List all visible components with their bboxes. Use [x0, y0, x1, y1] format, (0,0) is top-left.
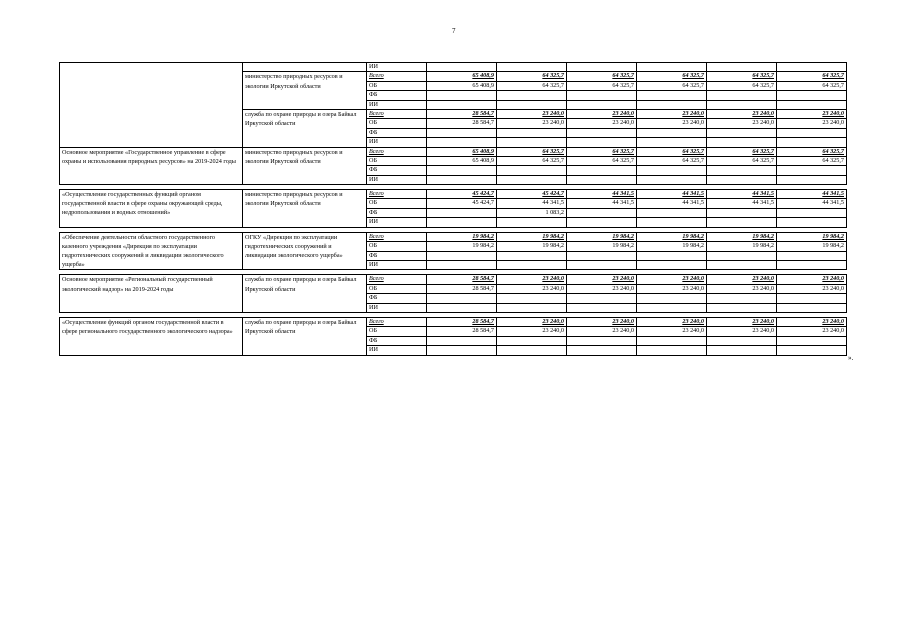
fund-code: ИИ	[367, 346, 427, 355]
measure-name-cell: «Осуществление государственных функций органом государственной власти в сфере охраны окружающей среды, недропользования и водных отношений»	[60, 190, 243, 228]
fund-code: ОБ	[367, 199, 427, 208]
measure-name-cell: «Обеспечение деятельности областного государственного казенного учреждения «Дирекция по эксплуатации гидротехнических сооружений и ликвидации экологического ущерба»	[60, 232, 243, 270]
executor-cell: ОГКУ «Дирекция по эксплуатации гидротехнических сооружений и ликвидации экологического ущерба»	[243, 232, 367, 270]
value-cell	[777, 208, 847, 217]
value-cell: 23 240,0	[777, 327, 847, 336]
fund-code: ФБ	[367, 336, 427, 345]
fund-code: ОБ	[367, 81, 427, 90]
fund-code: ФБ	[367, 128, 427, 137]
value-cell: 64 325,7	[567, 156, 637, 165]
fund-code: ОБ	[367, 327, 427, 336]
value-cell: 19 984,2	[637, 232, 707, 241]
executor-cell: министерство природных ресурсов и экологии Иркутской области	[243, 72, 367, 110]
value-cell: 44 341,5	[637, 199, 707, 208]
value-cell: 23 240,0	[777, 284, 847, 293]
value-cell: 23 240,0	[707, 119, 777, 128]
value-cell: 19 984,2	[497, 232, 567, 241]
value-cell: 23 240,0	[567, 109, 637, 118]
value-cell	[567, 208, 637, 217]
value-cell: 23 240,0	[637, 119, 707, 128]
fund-code: Всего	[367, 318, 427, 327]
value-cell: 45 424,7	[427, 190, 497, 199]
value-cell: 23 240,0	[567, 327, 637, 336]
value-cell: 28 584,7	[427, 327, 497, 336]
table-row	[60, 147, 847, 156]
executor-cell: министерство природных ресурсов и экологии Иркутской области	[243, 190, 367, 228]
table-row	[60, 275, 847, 284]
value-cell: 28 584,7	[427, 318, 497, 327]
value-cell: 19 984,2	[707, 232, 777, 241]
value-cell: 64 325,7	[637, 156, 707, 165]
value-cell: 28 584,7	[427, 275, 497, 284]
value-cell	[427, 208, 497, 217]
value-cell: 19 984,2	[567, 232, 637, 241]
table-row	[60, 63, 847, 72]
value-cell: 64 325,7	[567, 72, 637, 81]
value-cell: 64 325,7	[497, 156, 567, 165]
value-cell: 19 984,2	[707, 242, 777, 251]
value-cell: 19 984,2	[427, 242, 497, 251]
value-cell: 23 240,0	[777, 275, 847, 284]
value-cell: 64 325,7	[707, 156, 777, 165]
value-cell: 64 325,7	[497, 81, 567, 90]
value-cell: 23 240,0	[637, 318, 707, 327]
value-cell: 64 325,7	[497, 72, 567, 81]
fund-code: ОБ	[367, 156, 427, 165]
value-cell: 23 240,0	[637, 109, 707, 118]
fund-code: Всего	[367, 72, 427, 81]
value-cell: 44 341,5	[707, 190, 777, 199]
value-cell: 28 584,7	[427, 119, 497, 128]
value-cell: 19 984,2	[567, 242, 637, 251]
value-cell: 28 584,7	[427, 109, 497, 118]
value-cell: 23 240,0	[567, 275, 637, 284]
value-cell: 64 325,7	[707, 81, 777, 90]
table-row	[60, 318, 847, 327]
fund-code: ФБ	[367, 294, 427, 303]
value-cell: 44 341,5	[567, 199, 637, 208]
fund-code: ИИ	[367, 138, 427, 147]
executor-cell: служба по охране природы и озера Байкал Иркутской области	[243, 318, 367, 356]
fund-code: ФБ	[367, 91, 427, 100]
fund-code: ИИ	[367, 218, 427, 227]
value-cell: 23 240,0	[497, 109, 567, 118]
value-cell: 64 325,7	[497, 147, 567, 156]
value-cell: 23 240,0	[707, 109, 777, 118]
measure-name-cell: «Осуществление функций органом государственной власти в сфере регионального государственного экологического надзора»	[60, 318, 243, 356]
value-cell: 19 984,2	[777, 232, 847, 241]
value-cell: 23 240,0	[567, 284, 637, 293]
executor-cell	[243, 63, 367, 72]
fund-code: Всего	[367, 147, 427, 156]
value-cell: 19 984,2	[637, 242, 707, 251]
value-cell: 64 325,7	[567, 81, 637, 90]
executor-cell: служба по охране природы и озера Байкал Иркутской области	[243, 275, 367, 313]
value-cell: 65 408,9	[427, 81, 497, 90]
value-cell: 65 408,9	[427, 156, 497, 165]
value-cell: 23 240,0	[637, 284, 707, 293]
fund-code: ОБ	[367, 119, 427, 128]
table-row	[60, 232, 847, 241]
fund-code: ИИ	[367, 303, 427, 312]
value-cell: 23 240,0	[497, 275, 567, 284]
executor-cell: министерство природных ресурсов и экологии Иркутской области	[243, 147, 367, 185]
value-cell: 28 584,7	[427, 284, 497, 293]
value-cell: 23 240,0	[497, 284, 567, 293]
value-cell: 64 325,7	[777, 72, 847, 81]
page-number: 7	[452, 27, 456, 35]
fund-code: Всего	[367, 109, 427, 118]
value-cell: 65 408,9	[427, 147, 497, 156]
fund-code: ИИ	[367, 261, 427, 270]
fund-code: ОБ	[367, 242, 427, 251]
value-cell: 23 240,0	[707, 327, 777, 336]
value-cell: 64 325,7	[637, 81, 707, 90]
measure-name-cell	[60, 63, 243, 148]
fund-code: Всего	[367, 275, 427, 284]
value-cell: 64 325,7	[777, 156, 847, 165]
value-cell: 44 341,5	[637, 190, 707, 199]
value-cell: 65 408,9	[427, 72, 497, 81]
value-cell: 23 240,0	[777, 109, 847, 118]
value-cell: 23 240,0	[707, 318, 777, 327]
value-cell: 23 240,0	[777, 318, 847, 327]
fund-code: ИИ	[367, 63, 427, 72]
value-cell: 44 341,5	[497, 199, 567, 208]
value-cell: 23 240,0	[567, 318, 637, 327]
measure-name-cell: Основное мероприятие «Региональный государственный экологический надзор» на 2019-2024 годы	[60, 275, 243, 313]
fund-code: ФБ	[367, 166, 427, 175]
value-cell: 23 240,0	[497, 327, 567, 336]
fund-code: Всего	[367, 190, 427, 199]
value-cell: 44 341,5	[777, 190, 847, 199]
value-cell: 64 325,7	[637, 147, 707, 156]
value-cell	[637, 208, 707, 217]
fund-code: ФБ	[367, 251, 427, 260]
value-cell: 64 325,7	[777, 147, 847, 156]
value-cell	[707, 208, 777, 217]
value-cell: 23 240,0	[637, 327, 707, 336]
fund-code: ФБ	[367, 208, 427, 217]
measure-name-cell: Основное мероприятие «Государственное управление в сфере охраны и использования природных ресурсов» на 2019-2024 годы	[60, 147, 243, 185]
table-row	[60, 190, 847, 199]
closing-quote-mark: ».	[848, 354, 854, 362]
value-cell: 44 341,5	[567, 190, 637, 199]
value-cell: 64 325,7	[637, 72, 707, 81]
value-cell: 64 325,7	[567, 147, 637, 156]
value-cell: 19 984,2	[497, 242, 567, 251]
budget-table	[59, 62, 847, 356]
fund-code: ИИ	[367, 175, 427, 184]
value-cell: 23 240,0	[707, 284, 777, 293]
value-cell: 1 083,2	[497, 208, 567, 217]
value-cell: 23 240,0	[497, 119, 567, 128]
value-cell: 45 424,7	[427, 199, 497, 208]
value-cell: 23 240,0	[707, 275, 777, 284]
fund-code: Всего	[367, 232, 427, 241]
executor-cell: служба по охране природы и озера Байкал Иркутской области	[243, 109, 367, 147]
value-cell: 23 240,0	[777, 119, 847, 128]
value-cell: 23 240,0	[497, 318, 567, 327]
value-cell: 64 325,7	[777, 81, 847, 90]
value-cell: 44 341,5	[707, 199, 777, 208]
value-cell: 64 325,7	[707, 147, 777, 156]
value-cell: 19 984,2	[777, 242, 847, 251]
fund-code: ОБ	[367, 284, 427, 293]
fund-code: ИИ	[367, 100, 427, 109]
value-cell: 19 984,2	[427, 232, 497, 241]
value-cell: 45 424,7	[497, 190, 567, 199]
value-cell: 23 240,0	[637, 275, 707, 284]
value-cell: 23 240,0	[567, 119, 637, 128]
value-cell: 44 341,5	[777, 199, 847, 208]
value-cell: 64 325,7	[707, 72, 777, 81]
